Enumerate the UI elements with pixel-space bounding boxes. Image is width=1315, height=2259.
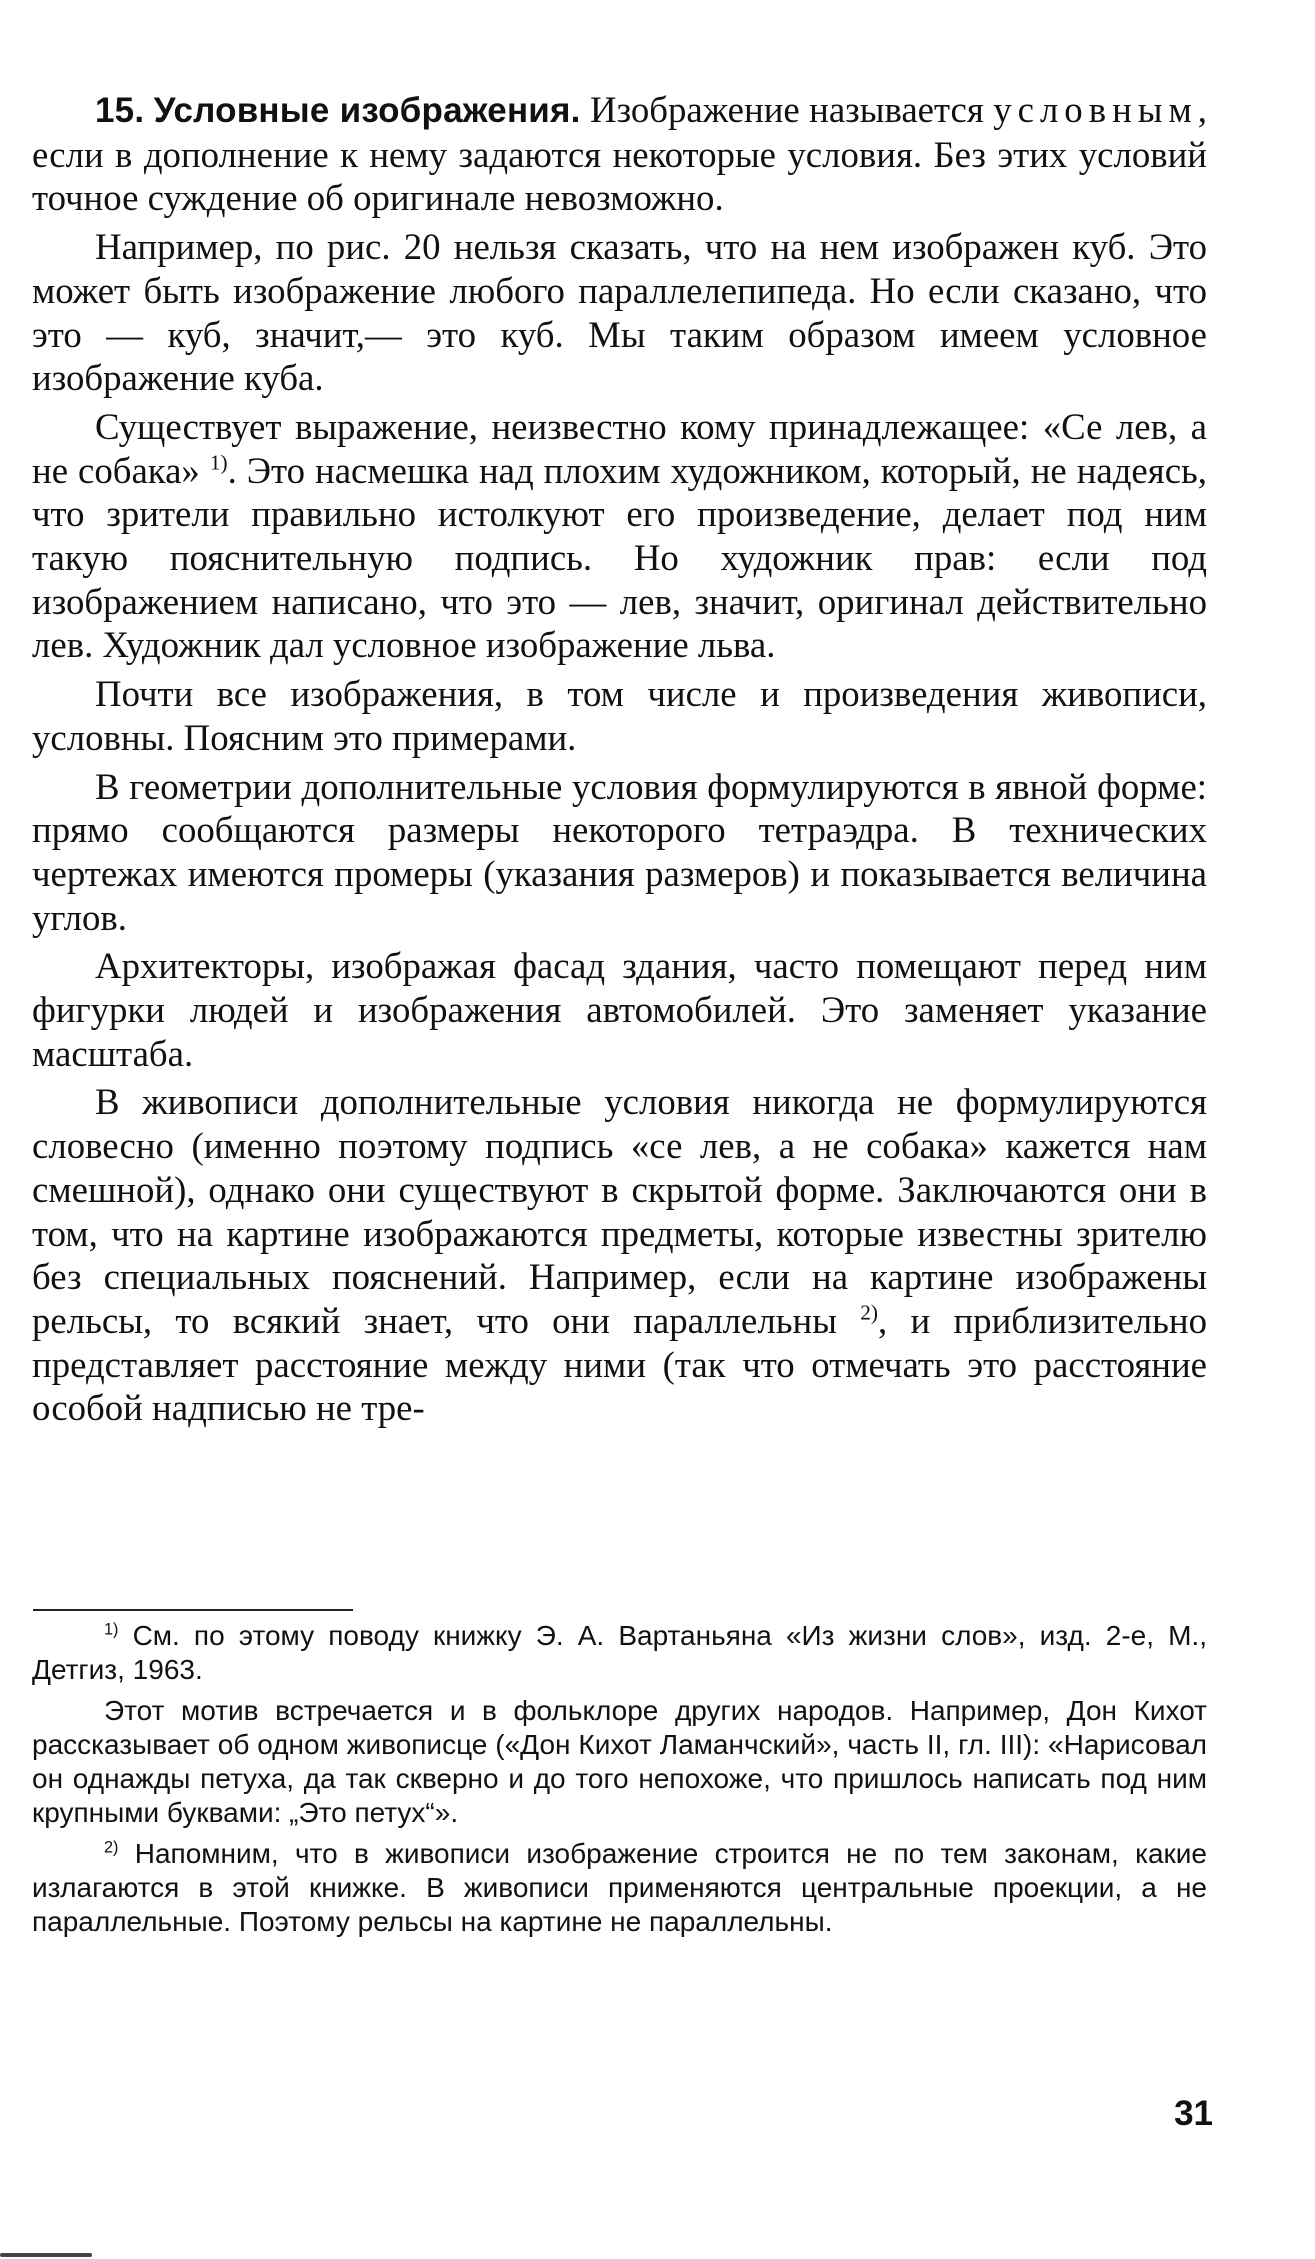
paragraph-lion: [32, 405, 1207, 667]
footnote-1-extra: Этот мотив встречается и в фольклоре других народов. Например, Дон Кихот рассказывает об одном живописце («Дон Кихот Ламанчский», часть II, гл. III): «Нарисовал он однажды петуха, да так скверно и до того непохоже, что пришлось написать под ним крупными буквами: „Это петух“».: [32, 1695, 1207, 1828]
section-intro-rest: , если в дополнение к нему задаются некоторые условия. Без этих условий точное суждение об оригинале невозможно.: [32, 89, 1207, 219]
footnote-mark-2: 2): [104, 1838, 119, 1857]
paragraph-painting-end: , и приблизительно представляет расстояние между ними (так что отмечать это расстояние особой надписью не тре-: [32, 1299, 1208, 1429]
paragraph-conventional-images: Почти все изображения, в том числе и произведения живописи, условны. Поясним это примерами.: [32, 673, 1207, 758]
footnote-2-text: Напомним, что в живописи изображение строится не по тем законам, какие излагаются в этой книжке. В живописи применяются центральные проекции, а не параллельные. Поэтому рельсы на картине не параллельны.: [32, 1838, 1207, 1937]
paragraph-lion-end: . Это насмешка над плохим художником, который, не надеясь, что зрители правильно истолкуют его произведение, делает под ним такую пояснительную подпись. Но художник прав: если под изображением написано, что это — лев, значит, оригинал действительно лев. Художник дал условное изображение льва.: [32, 449, 1208, 666]
paragraph-cube: Например, по рис. 20 нельзя сказать, что на нем изображен куб. Это может быть изображение любого параллелепипеда. Но если сказано, что это — куб, значит,— это куб. Мы таким образом имеем условное изображение куба.: [32, 226, 1207, 399]
section-number: 15.: [95, 91, 145, 130]
footnotes: [32, 1619, 1207, 1946]
paragraph-geometry: В геометрии дополнительные условия формулируются в явной форме: прямо сообщаются размеры некоторого тетраэдра. В технических чертежах имеются промеры (указания размеров) и показывается величина углов.: [32, 765, 1207, 938]
footnote-2: [32, 1837, 1207, 1938]
section-intro: Изображение называется: [580, 89, 994, 130]
scan-edge-mark: [0, 2253, 92, 2257]
paragraph-lion-start: Существует выражение, неизвестно кому принадлежащее: «Се лев, а не собака»: [32, 405, 1207, 491]
paragraph-painting: [32, 1080, 1207, 1430]
page-number: 31: [1174, 2094, 1213, 2133]
footnote-1-text: См. по этому поводу книжку Э. А. Вартаньяна «Из жизни слов», изд. 2-е, М., Детгиз, 1963.: [32, 1620, 1207, 1685]
section-paragraph: [32, 88, 1207, 220]
paragraph-painting-start: В живописи дополнительные условия никогда не формулируются словесно (именно поэтому подпись «се лев, а не собака» кажется нам смешной), однако они существуют в скрытой форме. Заключаются они в том, что на картине изображаются предметы, которые известны зрителю без специальных пояснений. Например, если на картине изображены рельсы, то всякий знает, что они параллельны: [32, 1081, 1207, 1341]
section-title: Условные изображения.: [153, 91, 581, 130]
footnote-1: [32, 1619, 1207, 1686]
footnote-mark-1: 1): [104, 1620, 119, 1639]
footnote-ref-1: 1): [209, 450, 228, 475]
footnote-ref-2: 2): [860, 1300, 879, 1325]
main-text: [32, 88, 1207, 1435]
footnote-divider: [33, 1609, 353, 1611]
spaced-term: условным: [993, 89, 1198, 130]
paragraph-architecture: Архитекторы, изображая фасад здания, часто помещают перед ним фигурки людей и изображения автомобилей. Это заменяет указание масштаба.: [32, 945, 1207, 1074]
